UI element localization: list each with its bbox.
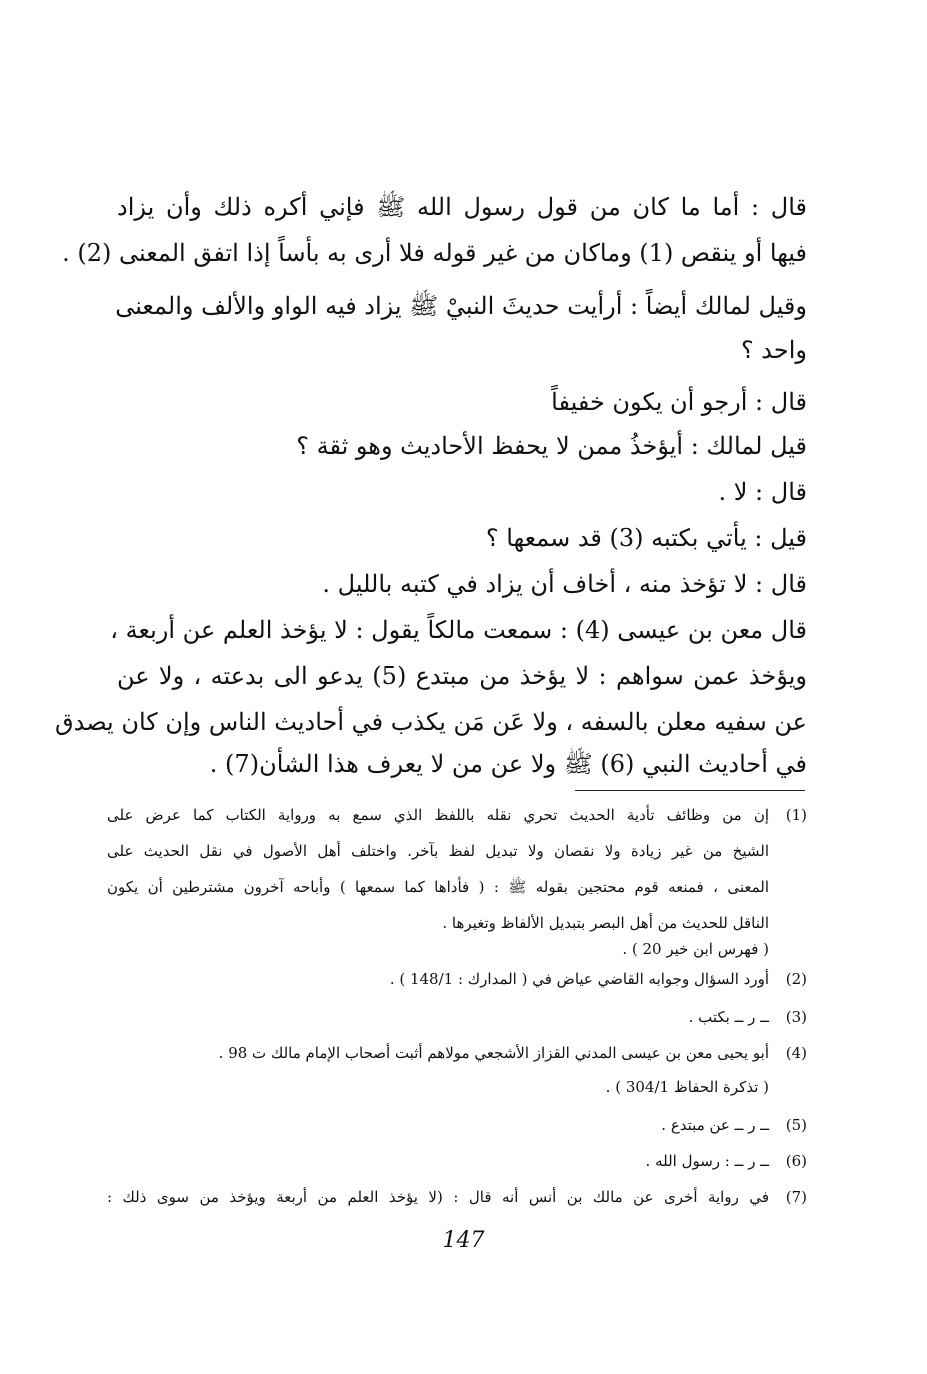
body-line: قيل لمالك : أيؤخذُ ممن لا يحفظ الأحاديث وهو ثقة ؟ (296, 432, 807, 460)
footnote-number: (4) (785, 1044, 807, 1062)
footnote-line: ( فهرس ابن خير 20 ) . (622, 940, 769, 958)
page-number: 147 (442, 1228, 485, 1253)
footnote-line: ــ ر ــ بكتب . (688, 1008, 769, 1026)
footnote-line: أبو يحيى معن بن عيسى المدني القزاز الأشجعي مولاهم أثبت أصحاب الإمام مالك ت 98 . (218, 1044, 769, 1062)
body-line: قال معن بن عيسى (4) : سمعت مالكاً يقول : لا يؤخذ العلم عن أربعة ، (110, 616, 807, 644)
footnote-line: ــ ر ــ : رسول الله . (645, 1152, 769, 1170)
footnote-line: الشيخ من غير زيادة ولا نقصان ولا تبديل لفظ بآخر. واختلف أهل الأصول في نقل الحديث على (107, 842, 769, 860)
footnote-line: ( تذكرة الحفاظ 304/1 ) . (605, 1078, 769, 1096)
body-line: عن سفيه معلن بالسفه ، ولا عَن مَن يكذب في أحاديث الناس وإن كان يصدق (54, 708, 807, 736)
footnote-number: (3) (785, 1008, 807, 1026)
body-line: واحد ؟ (740, 336, 807, 364)
footnote-line: في رواية أخرى عن مالك بن أنس أنه قال : (لا يؤخذ العلم من أربعة ويؤخذ من سوى ذلك : (107, 1188, 769, 1206)
footnote-number: (1) (785, 806, 807, 824)
body-line: قال : أما ما كان من قول رسول الله ﷺ فإني أكره ذلك وأن يزاد (117, 193, 807, 221)
footnote-number: (7) (785, 1188, 807, 1206)
body-line: في أحاديث النبي (6) ﷺ ولا عن من لا يعرف هذا الشأن(7) . (209, 750, 807, 778)
footnote-line: المعنى ، فمنعه قوم محتجين بقوله ﷺ : ( فأداها كما سمعها ) وأباحه آخرون مشترطين أن يكون (107, 878, 769, 896)
body-line: وقيل لمالك أيضاً : أرأيت حديثَ النبيْ ﷺ يزاد فيه الواو والألف والمعنى (115, 292, 807, 320)
footnote-number: (6) (785, 1152, 807, 1170)
footnote-number: (5) (785, 1116, 807, 1134)
body-line: فيها أو ينقص (1) وماكان من غير قوله فلا أرى به بأساً إذا اتفق المعنى (2) . (62, 239, 807, 267)
footnote-divider (575, 790, 805, 791)
body-line: قال : أرجو أن يكون خفيفاً (551, 388, 807, 416)
body-line: قال : لا . (718, 478, 807, 506)
footnote-number: (2) (785, 970, 807, 988)
body-line: قيل : يأتي بكتبه (3) قد سمعها ؟ (485, 524, 807, 552)
footnote-line: إن من وظائف تأدية الحديث تحري نقله باللفظ الذي سمع به ورواية الكتاب كما عرض على (107, 806, 769, 824)
body-line: ويؤخذ عمن سواهم : لا يؤخذ من مبتدع (5) يدعو الى بدعته ، ولا عن (117, 662, 807, 690)
footnote-line: الناقل للحديث من أهل البصر بتبديل الألفاظ وتغيرها . (442, 914, 769, 932)
footnote-line: أورد السؤال وجوابه القاضي عياض في ( المدارك : 148/1 ) . (389, 970, 769, 988)
body-line: قال : لا تؤخذ منه ، أخاف أن يزاد في كتبه بالليل . (322, 570, 807, 598)
footnote-line: ــ ر ــ عن مبتدع . (661, 1116, 769, 1134)
